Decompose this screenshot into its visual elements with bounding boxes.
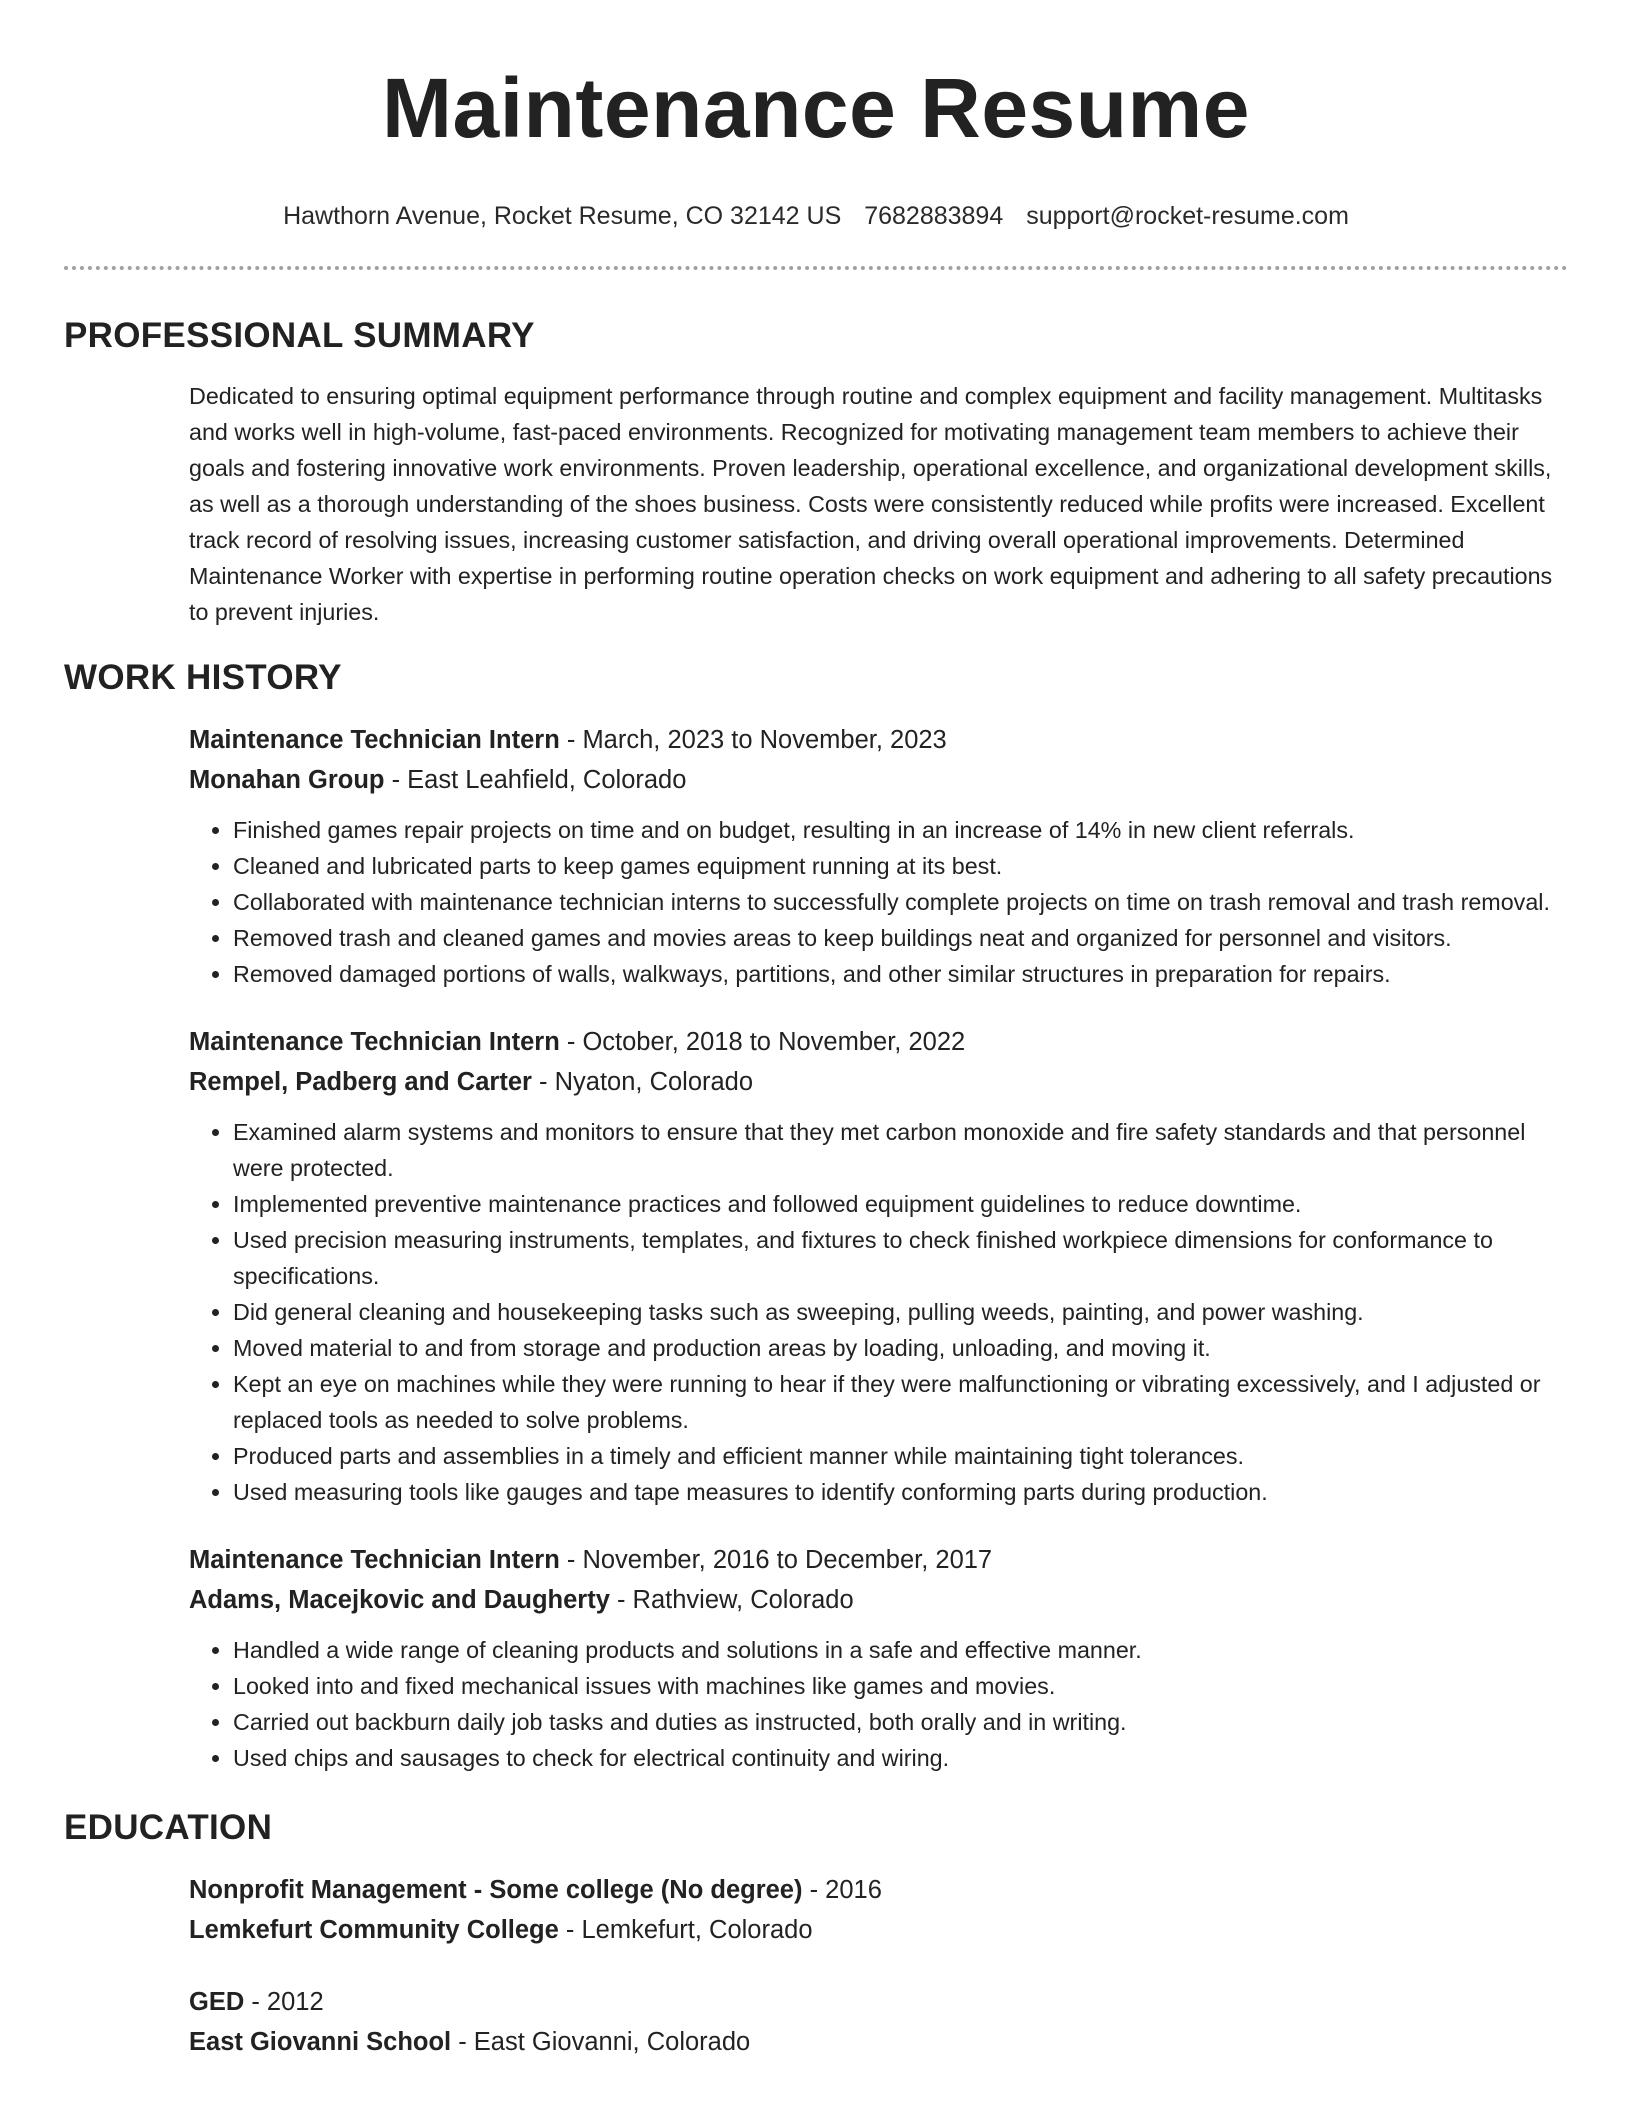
education-entry [189, 1870, 1568, 1950]
job-title: Maintenance Technician Intern [189, 1028, 560, 1056]
summary-text: Dedicated to ensuring optimal equipment performance through routine and complex equipment and facility management. Multitasks and works well in high-volume, fast-paced environments. Recognized for motivating management team members to achieve their goals and fostering innovative work environments. Proven leadership, operational excellence, and organizational development skills, as well as a thorough understanding of the shoes business. Costs were consistently reduced while profits were increased. Excellent track record of resolving issues, increasing customer satisfaction, and driving overall operational improvements. Determined Maintenance Worker with expertise in performing routine operation checks on work equipment and adhering to all safety precautions to prevent injuries. [189, 383, 1553, 625]
list-item: • Kept an eye on machines while they were running to hear if they were malfunctioning or vibrating excessively, and I adjusted or replaced tools as needed to solve problems. [233, 1366, 1568, 1438]
job-company-line [189, 760, 1568, 800]
job-bullets [189, 1114, 1568, 1510]
job-dates: - November, 2016 to December, 2017 [559, 1546, 993, 1574]
job-company-line [189, 1062, 1568, 1102]
contact-address: Hawthorn Avenue, Rocket Resume, CO 32142 US [283, 202, 842, 230]
job-company: Adams, Macejkovic and Daugherty [189, 1586, 610, 1614]
header-divider [64, 266, 1568, 270]
list-item: • Finished games repair projects on time and on budget, resulting in an increase of 14% in new client referrals. [233, 812, 1568, 848]
job-location: - Nyaton, Colorado [531, 1068, 754, 1096]
contact-line [64, 200, 1568, 232]
list-item: • Looked into and fixed mechanical issues with machines like games and movies. [233, 1668, 1568, 1704]
education-location: - Lemkefurt, Colorado [558, 1916, 813, 1944]
education-entry [189, 1982, 1568, 2062]
job-title-line [189, 720, 1568, 760]
education-year: - 2012 [244, 1988, 324, 2016]
education-school: Lemkefurt Community College [189, 1916, 559, 1944]
job-entry [189, 1540, 1568, 1776]
list-item: • Removed trash and cleaned games and movies areas to keep buildings neat and organized for personnel and visitors. [233, 920, 1568, 956]
education-degree: GED [189, 1988, 245, 2016]
work-history-section [64, 656, 1568, 1776]
resume-title: Maintenance Resume [382, 61, 1250, 155]
list-item: • Examined alarm systems and monitors to ensure that they met carbon monoxide and fire safety standards and that personnel were protected. [233, 1114, 1568, 1186]
list-item: • Used measuring tools like gauges and tape measures to identify conforming parts during production. [233, 1474, 1568, 1510]
list-item: • Carried out backburn daily job tasks and duties as instructed, both orally and in writing. [233, 1704, 1568, 1740]
education-heading: EDUCATION [64, 1808, 273, 1847]
education-school-line [189, 2022, 1568, 2062]
job-entry [189, 720, 1568, 992]
job-title: Maintenance Technician Intern [189, 1546, 560, 1574]
list-item: • Produced parts and assemblies in a timely and efficient manner while maintaining tight tolerances. [233, 1438, 1568, 1474]
job-bullets [189, 1632, 1568, 1776]
list-item: • Used precision measuring instruments, templates, and fixtures to check finished workpiece dimensions for conformance to specifications. [233, 1222, 1568, 1294]
education-section [64, 1806, 1568, 2062]
job-company: Rempel, Padberg and Carter [189, 1068, 532, 1096]
job-title-line [189, 1022, 1568, 1062]
summary-section [64, 314, 1568, 630]
job-location: - East Leahfield, Colorado [384, 766, 687, 794]
list-item: • Collaborated with maintenance technician interns to successfully complete projects on time on trash removal and trash removal. [233, 884, 1568, 920]
job-company: Monahan Group [189, 766, 385, 794]
contact-email: support@rocket-resume.com [1026, 202, 1349, 230]
list-item: • Implemented preventive maintenance practices and followed equipment guidelines to reduce downtime. [233, 1186, 1568, 1222]
job-entry [189, 1022, 1568, 1510]
list-item: • Moved material to and from storage and production areas by loading, unloading, and moving it. [233, 1330, 1568, 1366]
list-item: • Used chips and sausages to check for electrical continuity and wiring. [233, 1740, 1568, 1776]
job-bullets [189, 812, 1568, 992]
education-degree-line [189, 1982, 1568, 2022]
summary-heading: PROFESSIONAL SUMMARY [64, 316, 535, 355]
work-history-heading: WORK HISTORY [64, 658, 342, 697]
list-item: • Did general cleaning and housekeeping tasks such as sweeping, pulling weeds, painting, and power washing. [233, 1294, 1568, 1330]
education-school: East Giovanni School [189, 2028, 452, 2056]
education-year: - 2016 [802, 1876, 882, 1904]
education-location: - East Giovanni, Colorado [451, 2028, 751, 2056]
education-school-line [189, 1910, 1568, 1950]
education-degree: Nonprofit Management - Some college (No degree) [189, 1876, 803, 1904]
job-company-line [189, 1580, 1568, 1620]
job-location: - Rathview, Colorado [609, 1586, 854, 1614]
job-title: Maintenance Technician Intern [189, 726, 560, 754]
job-title-line [189, 1540, 1568, 1580]
job-dates: - March, 2023 to November, 2023 [559, 726, 947, 754]
list-item: • Handled a wide range of cleaning products and solutions in a safe and effective manner. [233, 1632, 1568, 1668]
education-degree-line [189, 1870, 1568, 1910]
list-item: • Removed damaged portions of walls, walkways, partitions, and other similar structures in preparation for repairs. [233, 956, 1568, 992]
list-item: • Cleaned and lubricated parts to keep games equipment running at its best. [233, 848, 1568, 884]
contact-phone: 7682883894 [864, 202, 1004, 230]
job-dates: - October, 2018 to November, 2022 [559, 1028, 966, 1056]
